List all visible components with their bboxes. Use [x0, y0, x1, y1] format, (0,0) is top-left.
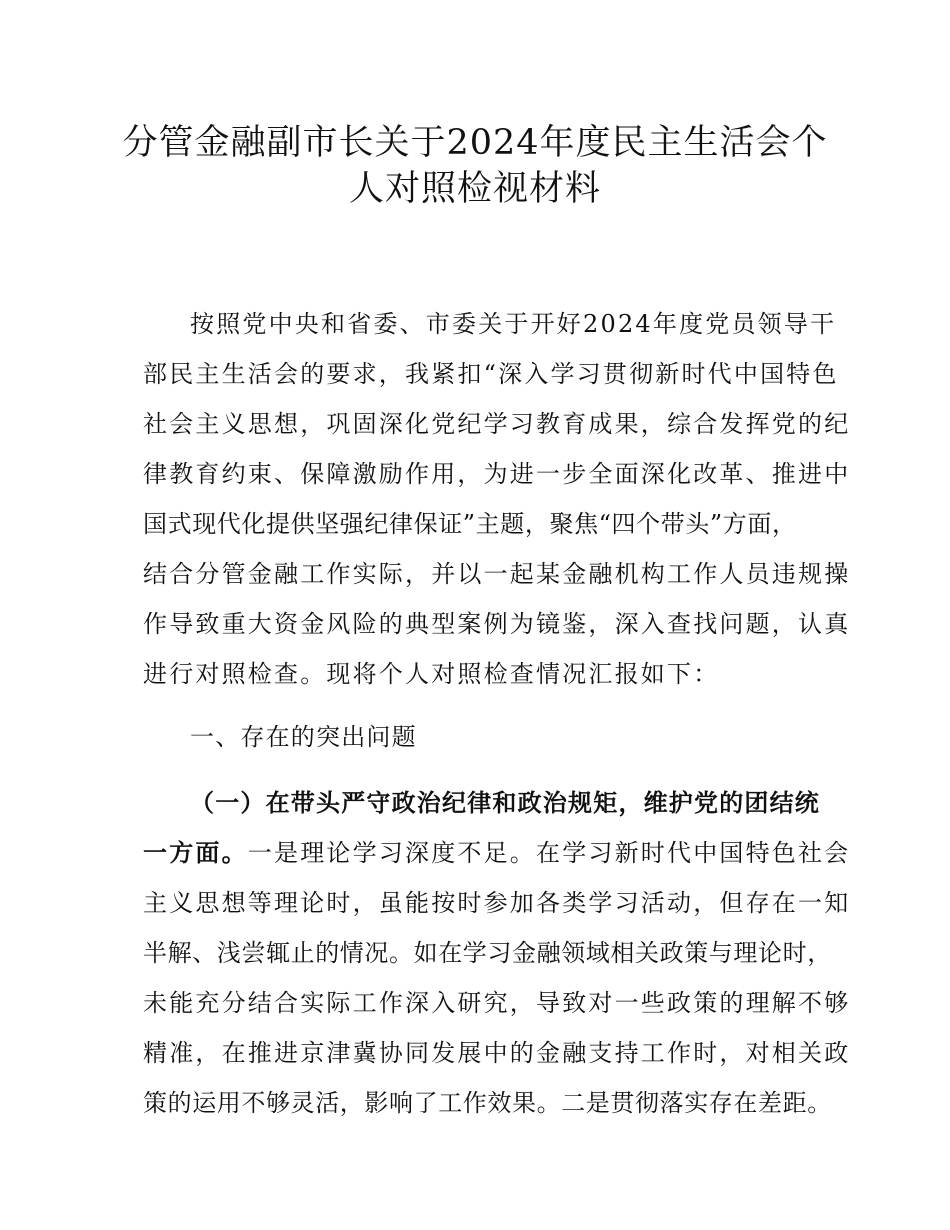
document-title-line-1: 分管金融副市长关于2024年度民主生活会个 [122, 123, 828, 163]
intro-line-5: 国式现代化提供坚强纪律保证”主题，聚焦“四个带头”方面， [143, 510, 797, 538]
subsection-line-2 [143, 838, 851, 868]
section-heading: 一、存在的突出问题 [190, 723, 417, 751]
document-title-line-2: 人对照检视材料 [348, 169, 601, 209]
intro-line-6: 结合分管金融工作实际，并以一起某金融机构工作人员违规操 [143, 560, 851, 588]
intro-line-7: 作导致重大资金风险的典型案例为镜鉴，深入查找问题，认真 [143, 610, 851, 638]
intro-line-3: 社会主义思想，巩固深化党纪学习教育成果，综合发挥党的纪 [143, 410, 851, 438]
intro-line-8: 进行对照检查。现将个人对照检查情况汇报如下： [143, 660, 720, 688]
subsection-line-2-text: 一是理论学习深度不足。在学习新时代中国特色社会 [247, 839, 851, 867]
subsection-line-7: 策的运用不够灵活，影响了工作效果。二是贯彻落实存在差距。 [143, 1089, 832, 1117]
intro-line-4: 律教育约束、保障激励作用，为进一步全面深化改革、推进中 [143, 460, 851, 488]
intro-line-1: 按照党中央和省委、市委关于开好2024年度党员领导干 [190, 310, 837, 338]
subsection-line-6: 精准，在推进京津冀协同发展中的金融支持工作时，对相关政 [143, 1039, 851, 1067]
subsection-line-5: 未能充分结合实际工作深入研究，导致对一些政策的理解不够 [143, 989, 851, 1017]
subsection-line-4: 半解、浅尝辄止的情况。如在学习金融领域相关政策与理论时， [143, 939, 832, 967]
subsection-heading-line-1: （一）在带头严守政治纪律和政治规矩，维护党的团结统 [190, 788, 820, 817]
intro-line-2: 部民主生活会的要求，我紧扣“深入学习贯彻新时代中国特色 [143, 360, 839, 388]
subsection-heading-end: 一方面。 [143, 838, 248, 867]
subsection-line-3: 主义思想等理论时，虽能按时参加各类学习活动，但存在一知 [143, 889, 851, 917]
